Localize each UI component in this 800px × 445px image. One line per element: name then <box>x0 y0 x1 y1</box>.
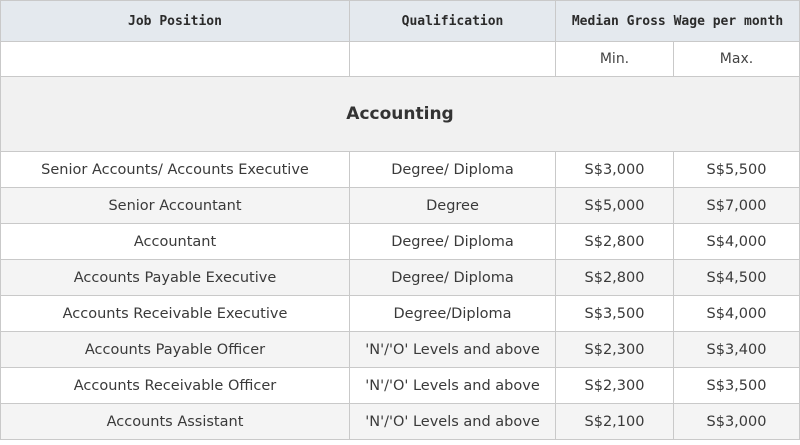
cell-min-wage: S$2,100 <box>556 404 674 440</box>
cell-min-wage: S$2,800 <box>556 224 674 260</box>
cell-max-wage: S$3,000 <box>674 404 800 440</box>
cell-min-wage: S$2,300 <box>556 332 674 368</box>
cell-qualification: 'N'/'O' Levels and above <box>350 368 556 404</box>
cell-qualification: Degree/Diploma <box>350 296 556 332</box>
table-row <box>1 152 800 188</box>
header-job-position: Job Position <box>1 1 350 42</box>
section-title: Accounting <box>1 77 800 152</box>
cell-min-wage: S$3,000 <box>556 152 674 188</box>
cell-max-wage: S$3,400 <box>674 332 800 368</box>
cell-min-wage: S$5,000 <box>556 188 674 224</box>
cell-qualification: Degree <box>350 188 556 224</box>
cell-max-wage: S$3,500 <box>674 368 800 404</box>
cell-max-wage: S$7,000 <box>674 188 800 224</box>
cell-min-wage: S$2,800 <box>556 260 674 296</box>
table-row <box>1 296 800 332</box>
header-qualification: Qualification <box>350 1 556 42</box>
cell-qualification: Degree/ Diploma <box>350 224 556 260</box>
subheader-empty-position <box>1 42 350 77</box>
cell-position: Accounts Payable Officer <box>1 332 350 368</box>
cell-qualification: 'N'/'O' Levels and above <box>350 404 556 440</box>
table-row <box>1 188 800 224</box>
cell-min-wage: S$2,300 <box>556 368 674 404</box>
table-header-row <box>1 1 800 42</box>
table-row <box>1 368 800 404</box>
table-row <box>1 332 800 368</box>
cell-position: Senior Accountant <box>1 188 350 224</box>
cell-position: Accounts Receivable Executive <box>1 296 350 332</box>
subheader-max: Max. <box>674 42 800 77</box>
cell-qualification: Degree/ Diploma <box>350 260 556 296</box>
cell-position: Accounts Payable Executive <box>1 260 350 296</box>
cell-position: Accounts Assistant <box>1 404 350 440</box>
cell-qualification: Degree/ Diploma <box>350 152 556 188</box>
cell-min-wage: S$3,500 <box>556 296 674 332</box>
cell-max-wage: S$4,500 <box>674 260 800 296</box>
cell-max-wage: S$4,000 <box>674 296 800 332</box>
cell-max-wage: S$5,500 <box>674 152 800 188</box>
table-row <box>1 260 800 296</box>
section-row <box>1 77 800 152</box>
cell-max-wage: S$4,000 <box>674 224 800 260</box>
subheader-empty-qualification <box>350 42 556 77</box>
header-median-wage: Median Gross Wage per month <box>556 1 800 42</box>
cell-position: Accountant <box>1 224 350 260</box>
cell-qualification: 'N'/'O' Levels and above <box>350 332 556 368</box>
table-row <box>1 224 800 260</box>
cell-position: Senior Accounts/ Accounts Executive <box>1 152 350 188</box>
table-subheader-row <box>1 42 800 77</box>
cell-position: Accounts Receivable Officer <box>1 368 350 404</box>
subheader-min: Min. <box>556 42 674 77</box>
table-row <box>1 404 800 440</box>
